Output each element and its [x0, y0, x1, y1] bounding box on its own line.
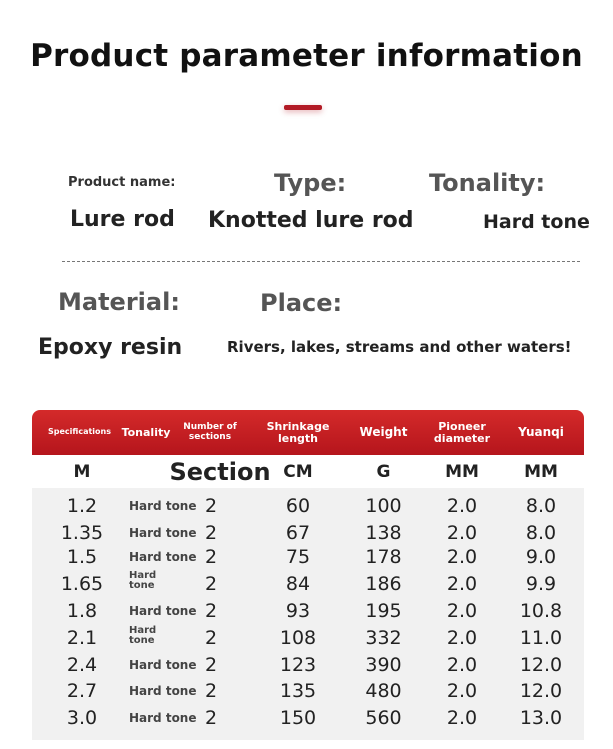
cell-length: 150 — [279, 706, 317, 729]
cell-length: 75 — [285, 545, 311, 568]
table-body — [32, 488, 584, 740]
cell-tonality: Hard tone — [129, 569, 157, 591]
cell-weight: 560 — [365, 706, 402, 729]
cell-length: 123 — [279, 653, 317, 676]
unit-sections: Section — [169, 458, 271, 486]
table-row — [32, 570, 584, 597]
cell-tonality: Hard tone — [129, 549, 197, 564]
place-value: Rivers, lakes, streams and other waters! — [227, 338, 572, 356]
cell-length: 84 — [285, 572, 311, 595]
cell-pioneer: 2.0 — [446, 653, 478, 676]
table-row — [32, 677, 584, 704]
table-row — [32, 492, 584, 519]
cell-sections: 2 — [205, 572, 218, 595]
place-label: Place: — [260, 289, 343, 317]
cell-spec: 3.0 — [66, 706, 98, 729]
type-value: Knotted lure rod — [208, 208, 414, 233]
cell-weight: 480 — [365, 679, 402, 702]
cell-sections: 2 — [205, 626, 218, 649]
cell-length: 135 — [279, 679, 317, 702]
cell-spec: 1.2 — [66, 494, 98, 517]
cell-sections: 2 — [205, 599, 218, 622]
cell-pioneer: 2.0 — [446, 572, 478, 595]
cell-weight: 100 — [365, 494, 402, 517]
page-title: Product parameter information — [30, 38, 583, 74]
cell-sections: 2 — [205, 494, 218, 517]
cell-length: 67 — [285, 521, 311, 544]
cell-tonality: Hard tone — [129, 683, 197, 698]
product-name-value: Lure rod — [70, 207, 175, 232]
cell-weight: 186 — [365, 572, 402, 595]
header-weight: Weight — [359, 425, 408, 440]
cell-pioneer: 2.0 — [446, 679, 478, 702]
cell-yuanqi: 8.0 — [525, 521, 557, 544]
cell-yuanqi: 9.9 — [525, 572, 557, 595]
cell-sections: 2 — [205, 653, 218, 676]
cell-weight: 178 — [365, 545, 402, 568]
cell-length: 60 — [285, 494, 311, 517]
cell-length: 108 — [279, 626, 317, 649]
table-row — [32, 651, 584, 678]
material-label: Material: — [58, 288, 180, 316]
unit-spec: M — [73, 462, 91, 482]
unit-pioneer: MM — [445, 462, 479, 482]
unit-weight: G — [376, 462, 391, 482]
table-row — [32, 543, 584, 570]
table-row — [32, 597, 584, 624]
tonality-label: Tonality: — [429, 169, 546, 197]
cell-length: 93 — [285, 599, 311, 622]
header-tonality: Tonality — [121, 425, 171, 439]
material-value: Epoxy resin — [38, 335, 183, 360]
header-pioneer-diameter: Pioneer diameter — [433, 419, 491, 445]
cell-pioneer: 2.0 — [446, 521, 478, 544]
table-row — [32, 519, 584, 546]
dashed-divider — [62, 261, 580, 262]
cell-pioneer: 2.0 — [446, 599, 478, 622]
cell-sections: 2 — [205, 679, 218, 702]
cell-spec: 1.5 — [66, 545, 98, 568]
cell-weight: 390 — [365, 653, 402, 676]
cell-yuanqi: 9.0 — [525, 545, 557, 568]
cell-tonality: Hard tone — [129, 603, 197, 618]
tonality-value: Hard tone — [483, 211, 590, 233]
cell-weight: 195 — [365, 599, 402, 622]
header-number-of-sections: Number of sections — [183, 422, 237, 442]
cell-weight: 332 — [365, 626, 402, 649]
table-header — [32, 410, 584, 455]
cell-sections: 2 — [205, 521, 218, 544]
cell-tonality: Hard tone — [129, 657, 197, 672]
cell-yuanqi: 13.0 — [519, 706, 563, 729]
cell-yuanqi: 12.0 — [519, 679, 563, 702]
cell-spec: 2.4 — [66, 653, 98, 676]
unit-yuanqi: MM — [524, 462, 558, 482]
cell-sections: 2 — [205, 545, 218, 568]
header-yuanqi: Yuanqi — [518, 425, 564, 440]
cell-yuanqi: 11.0 — [519, 626, 563, 649]
cell-yuanqi: 8.0 — [525, 494, 557, 517]
cell-spec: 1.8 — [66, 599, 98, 622]
cell-sections: 2 — [205, 706, 218, 729]
cell-spec: 1.35 — [60, 521, 104, 544]
cell-spec: 1.65 — [60, 572, 104, 595]
cell-tonality: Hard tone — [129, 624, 157, 646]
cell-pioneer: 2.0 — [446, 626, 478, 649]
table-row — [32, 624, 584, 651]
product-name-label: Product name: — [68, 175, 176, 190]
cell-weight: 138 — [365, 521, 402, 544]
cell-yuanqi: 10.8 — [519, 599, 563, 622]
cell-spec: 2.1 — [66, 626, 98, 649]
cell-pioneer: 2.0 — [446, 706, 478, 729]
cell-tonality: Hard tone — [129, 498, 197, 513]
cell-yuanqi: 12.0 — [519, 653, 563, 676]
title-underline — [284, 105, 322, 110]
header-specifications: Specifications — [48, 427, 111, 437]
units-row — [32, 456, 584, 488]
table-row — [32, 704, 584, 731]
cell-tonality: Hard tone — [129, 710, 197, 725]
header-shrinkage-length: Shrinkage length — [266, 419, 330, 445]
cell-spec: 2.7 — [66, 679, 98, 702]
type-label: Type: — [274, 169, 347, 197]
cell-tonality: Hard tone — [129, 525, 197, 540]
unit-length: CM — [283, 462, 313, 482]
cell-pioneer: 2.0 — [446, 545, 478, 568]
cell-pioneer: 2.0 — [446, 494, 478, 517]
